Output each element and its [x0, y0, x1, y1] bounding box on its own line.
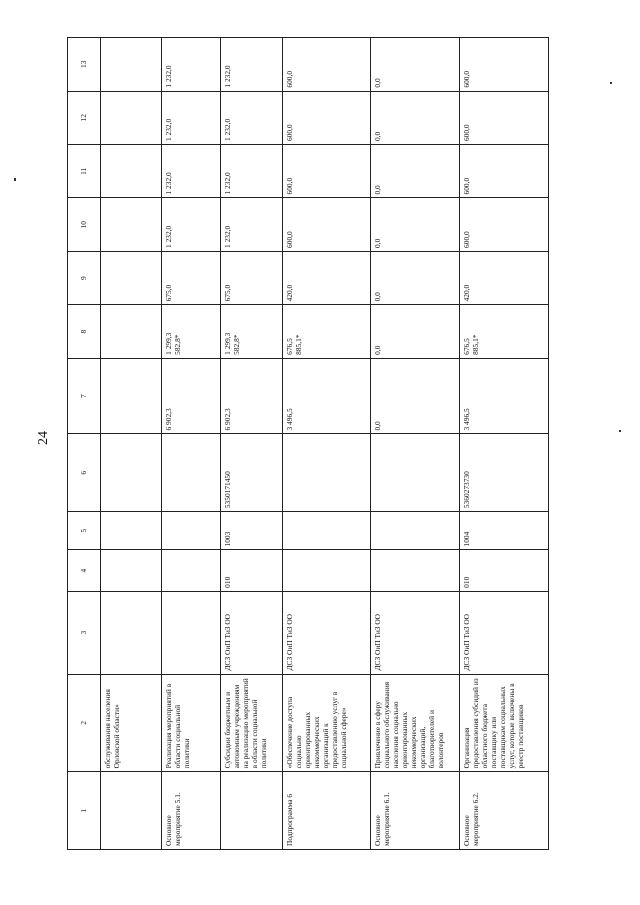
table-cell-col-4 [371, 550, 460, 591]
table-cell-col-2: Организация предоставления субсидий из областного бюджета поставщику или поставщикам социальных услуг, которые включены в реестр поставщиков [460, 674, 549, 772]
table-cell-col-12: 0,0 [371, 91, 460, 144]
table-cell-col-5 [162, 512, 221, 550]
header-cell: 9 [68, 251, 101, 304]
table-cell-col-6: 5360273730 [460, 434, 549, 512]
table-cell-col-2: обслуживания населения Орловской области» [100, 674, 161, 772]
table-cell-col-8: 1 299,3 582,8* [162, 305, 221, 358]
table-cell-col-12: 1 232,0 [162, 91, 221, 144]
table-cell-col-13: 0,0 [371, 38, 460, 92]
table-cell-col-11 [100, 145, 161, 198]
table-cell-col-13 [100, 38, 161, 92]
table-cell-col-11: 1 232,0 [221, 145, 282, 198]
table-cell-col-4 [282, 550, 371, 591]
table-cell-col-4: 010 [221, 550, 282, 591]
table-cell-col-5: 1004 [460, 512, 549, 550]
header-cell: 2 [68, 674, 101, 772]
table-cell-col-1: Основное мероприятие 6.1. [371, 772, 460, 850]
table-cell-col-6 [100, 434, 161, 512]
table-cell-col-4 [162, 550, 221, 591]
table-cell-col-3 [100, 591, 161, 674]
header-cell: 13 [68, 38, 101, 92]
table-cell-col-3: ДСЗ ОиП ТиЗ ОО [371, 591, 460, 674]
budget-table [67, 37, 549, 850]
table-cell-col-8: 0,0 [371, 305, 460, 358]
table-cell-col-13: 600,0 [282, 38, 371, 92]
table-cell-col-7: 6 902,3 [221, 358, 282, 434]
table-cell-col-6 [282, 434, 371, 512]
scan-mark [14, 178, 16, 181]
header-cell: 12 [68, 91, 101, 144]
table-cell-col-9: 420,0 [282, 251, 371, 304]
table-cell-col-3 [162, 591, 221, 674]
table-cell-col-2: «Обеспечение доступа социально ориентированных некоммерческих организаций к предоставлению услуг в социальной сфере» [282, 674, 371, 772]
table-cell-col-5 [371, 512, 460, 550]
table-cell-col-11: 0,0 [371, 145, 460, 198]
table-cell-col-13: 1 232,0 [221, 38, 282, 92]
table-cell-col-6 [371, 434, 460, 512]
table-cell-col-10: 1 232,0 [221, 198, 282, 251]
table-body [68, 38, 549, 850]
rotated-table-wrapper [67, 37, 549, 850]
table-header-row [68, 38, 101, 850]
header-cell: 8 [68, 305, 101, 358]
table-row [460, 38, 549, 850]
table-cell-col-12: 600,0 [460, 91, 549, 144]
table-cell-col-2: Субсидии бюджетным и автономным учреждениям на реализацию мероприятий в области социальной политики [221, 674, 282, 772]
table-cell-col-8: 676,5 885,1* [460, 305, 549, 358]
table-cell-col-4 [100, 550, 161, 591]
header-cell: 1 [68, 772, 101, 850]
table-cell-col-1 [100, 772, 161, 850]
table-cell-col-5: 1003 [221, 512, 282, 550]
table-cell-col-6 [162, 434, 221, 512]
table-cell-col-9: 420,0 [460, 251, 549, 304]
table-cell-col-11: 1 232,0 [162, 145, 221, 198]
table-cell-col-9: 675,0 [162, 251, 221, 304]
table-cell-col-10: 0,0 [371, 198, 460, 251]
table-cell-col-7: 0,0 [371, 358, 460, 434]
table-cell-col-6: 5350171450 [221, 434, 282, 512]
table-row [100, 38, 161, 850]
table-cell-col-8 [100, 305, 161, 358]
table-cell-col-10: 1 232,0 [162, 198, 221, 251]
table-cell-col-3: ДСЗ ОиП ТиЗ ОО [221, 591, 282, 674]
table-cell-col-9 [100, 251, 161, 304]
table-cell-col-7: 6 902,3 [162, 358, 221, 434]
table-cell-col-13: 1 232,0 [162, 38, 221, 92]
table-row [282, 38, 371, 850]
table-cell-col-2: Реализация мероприятий в области социальной политики [162, 674, 221, 772]
table-cell-col-4: 010 [460, 550, 549, 591]
table-cell-col-11: 600,0 [460, 145, 549, 198]
table-cell-col-7 [100, 358, 161, 434]
table-cell-col-13: 600,0 [460, 38, 549, 92]
table-cell-col-10: 600,0 [460, 198, 549, 251]
table-cell-col-7: 3 496,5 [460, 358, 549, 434]
header-cell: 10 [68, 198, 101, 251]
table-cell-col-12: 1 232,0 [221, 91, 282, 144]
table-cell-col-12 [100, 91, 161, 144]
header-cell: 6 [68, 434, 101, 512]
table-cell-col-1 [221, 772, 282, 850]
table-cell-col-1: Основное мероприятие 6.2. [460, 772, 549, 850]
table-cell-col-9: 675,0 [221, 251, 282, 304]
scan-mark [610, 82, 612, 84]
table-cell-col-7: 3 496,5 [282, 358, 371, 434]
table-cell-col-3: ДСЗ ОиП ТиЗ ОО [460, 591, 549, 674]
page-number: 24 [36, 431, 51, 445]
table-cell-col-5 [282, 512, 371, 550]
table-row [221, 38, 282, 850]
table-cell-col-2: Привлечение в сферу социального обслуживания населения социально ориентированных некоммерческих организаций, благотворителей и волонтеров [371, 674, 460, 772]
table-cell-col-9: 0,0 [371, 251, 460, 304]
table-cell-col-1: Подпрограмма 6 [282, 772, 371, 850]
table-cell-col-10 [100, 198, 161, 251]
table-cell-col-1: Основное мероприятие 5.1. [162, 772, 221, 850]
header-cell: 4 [68, 550, 101, 591]
table-cell-col-8: 676,5 885,1* [282, 305, 371, 358]
table-cell-col-5 [100, 512, 161, 550]
table-row [371, 38, 460, 850]
scan-mark [619, 430, 621, 432]
header-cell: 11 [68, 145, 101, 198]
header-cell: 3 [68, 591, 101, 674]
table-cell-col-3: ДСЗ ОиП ТиЗ ОО [282, 591, 371, 674]
table-cell-col-11: 600,0 [282, 145, 371, 198]
table-cell-col-8: 1 299,3 582,8* [221, 305, 282, 358]
table-row [162, 38, 221, 850]
table-cell-col-10: 600,0 [282, 198, 371, 251]
table-cell-col-12: 600,0 [282, 91, 371, 144]
header-cell: 7 [68, 358, 101, 434]
header-cell: 5 [68, 512, 101, 550]
